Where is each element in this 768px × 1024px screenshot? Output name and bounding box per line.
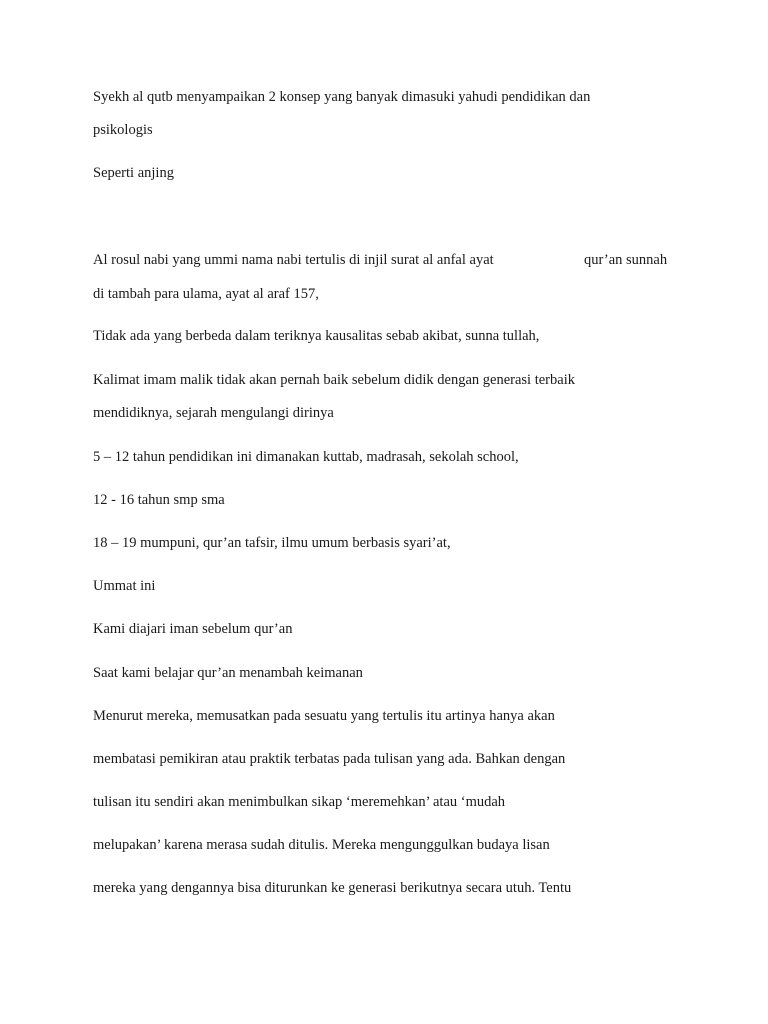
text-line-4: Al rosul nabi yang ummi nama nabi tertulis di injil surat al anfal ayat bbox=[93, 252, 494, 268]
text-line-2: psikologis bbox=[93, 122, 153, 138]
text-line-8: mendidiknya, sejarah mengulangi dirinya bbox=[93, 405, 334, 421]
text-line-15: Menurut mereka, memusatkan pada sesuatu yang tertulis itu artinya hanya akan bbox=[93, 708, 555, 724]
text-line-13: Kami diajari iman sebelum qur’an bbox=[93, 621, 293, 637]
text-line-4-right: qur’an sunnah bbox=[584, 252, 668, 268]
text-line-19: mereka yang dengannya bisa diturunkan ke generasi berikutnya secara utuh. Tentu bbox=[93, 880, 572, 896]
text-line-7: Kalimat imam malik tidak akan pernah baik sebelum didik dengan generasi terbaik bbox=[93, 372, 575, 388]
text-line-1: Syekh al qutb menyampaikan 2 konsep yang banyak dimasuki yahudi pendidikan dan bbox=[93, 89, 591, 105]
text-line-14: Saat kami belajar qur’an menambah keimanan bbox=[93, 665, 363, 681]
text-line-10: 12 - 16 tahun smp sma bbox=[93, 492, 225, 508]
text-line-6: Tidak ada yang berbeda dalam teriknya kausalitas sebab akibat, sunna tullah, bbox=[93, 328, 540, 344]
text-line-11: 18 – 19 mumpuni, qur’an tafsir, ilmu umum berbasis syari’at, bbox=[93, 535, 451, 551]
text-line-3: Seperti anjing bbox=[93, 165, 174, 181]
text-line-5: di tambah para ulama, ayat al araf 157, bbox=[93, 286, 319, 302]
text-line-16: membatasi pemikiran atau praktik terbatas pada tulisan yang ada. Bahkan dengan bbox=[93, 751, 566, 767]
text-line-12: Ummat ini bbox=[93, 578, 156, 594]
text-line-18: melupakan’ karena merasa sudah ditulis. Mereka mengunggulkan budaya lisan bbox=[93, 837, 550, 853]
text-line-9: 5 – 12 tahun pendidikan ini dimanakan kuttab, madrasah, sekolah school, bbox=[93, 449, 519, 465]
text-line-17: tulisan itu sendiri akan menimbulkan sikap ‘meremehkan’ atau ‘mudah bbox=[93, 794, 506, 810]
